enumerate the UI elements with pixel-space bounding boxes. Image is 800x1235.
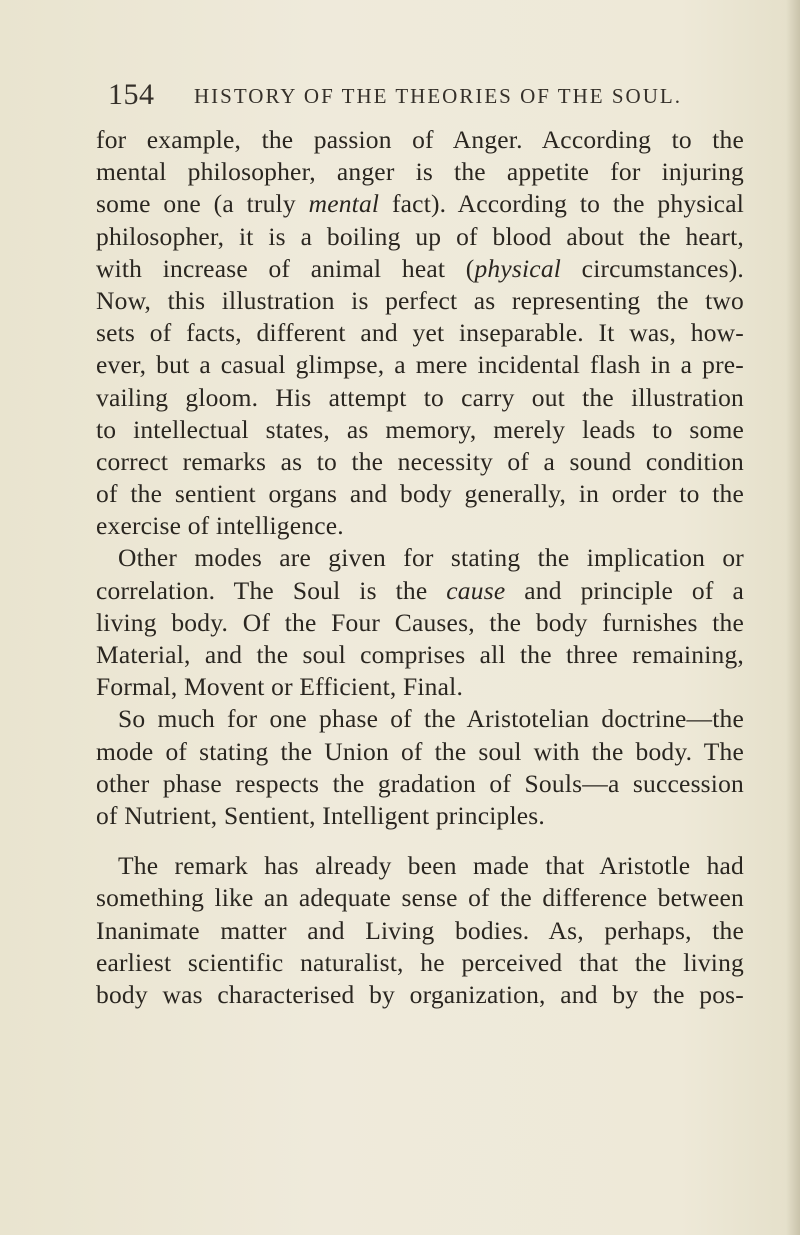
text-line: Formal, Movent or Efficient, Final. [96, 672, 464, 702]
text-line: for example, the passion of Anger. According to the [96, 125, 744, 154]
paragraph-2 [96, 542, 744, 703]
text-line: correlation. The Soul is the cause and principle of a [96, 575, 744, 605]
text-line: Inanimate matter and Living bodies. As, perhaps, the [96, 915, 744, 945]
text-line: other phase respects the gradation of Souls—a succession [96, 768, 744, 798]
running-head: HISTORY OF THE THEORIES OF THE SOUL. [194, 84, 682, 108]
text-line: The remark has already been made that Aristotle had [118, 851, 744, 881]
text-line: body was characterised by organization, and by the pos- [96, 979, 744, 1009]
text-line: Other modes are given for stating the implication or [118, 543, 744, 573]
text-line: of the sentient organs and body generally, in order to the [96, 479, 744, 509]
text-line: philosopher, it is a boiling up of blood about the heart, [96, 221, 744, 251]
body-text [96, 124, 744, 1011]
italic-word: mental [308, 189, 380, 219]
text-line: Material, and the soul comprises all the three remaining, [96, 640, 744, 669]
text-line: to intellectual states, as memory, merely leads to some [96, 414, 744, 444]
text-line: something like an adequate sense of the difference between [96, 883, 744, 913]
page-edge-shadow [786, 0, 800, 1235]
text-line: ever, but a casual glimpse, a mere incidental flash in a pre- [96, 350, 744, 380]
text-line: living body. Of the Four Causes, the body furnishes the [96, 607, 744, 637]
text-line: with increase of animal heat (physical circumstances). [96, 253, 744, 283]
italic-word: physical [474, 253, 562, 283]
text-line: So much for one phase of the Aristotelian doctrine—the [118, 704, 744, 734]
text-line: sets of facts, different and yet inseparable. It was, how- [96, 318, 744, 348]
text-line: correct remarks as to the necessity of a sound condition [96, 446, 744, 476]
page-number: 154 [108, 78, 155, 111]
paragraph-3 [96, 703, 744, 832]
text-line: vailing gloom. His attempt to carry out the illustration [96, 382, 744, 412]
text-line: Now, this illustration is perfect as representing the two [96, 285, 744, 315]
text-line: earliest scientific naturalist, he perceived that the living [96, 947, 744, 977]
paragraph-4 [96, 850, 744, 1011]
paragraph-1 [96, 124, 744, 542]
text-line: of Nutrient, Sentient, Intelligent principles. [96, 800, 545, 830]
text-line: mode of stating the Union of the soul with the body. The [96, 736, 744, 766]
text-line: some one (a truly mental fact). According to the physical [96, 189, 744, 219]
text-line: exercise of intelligence. [96, 511, 344, 541]
paragraph-gap [96, 832, 744, 850]
page-header [108, 78, 748, 118]
italic-word: cause [446, 575, 506, 605]
text-line: mental philosopher, anger is the appetite for injuring [96, 157, 744, 187]
